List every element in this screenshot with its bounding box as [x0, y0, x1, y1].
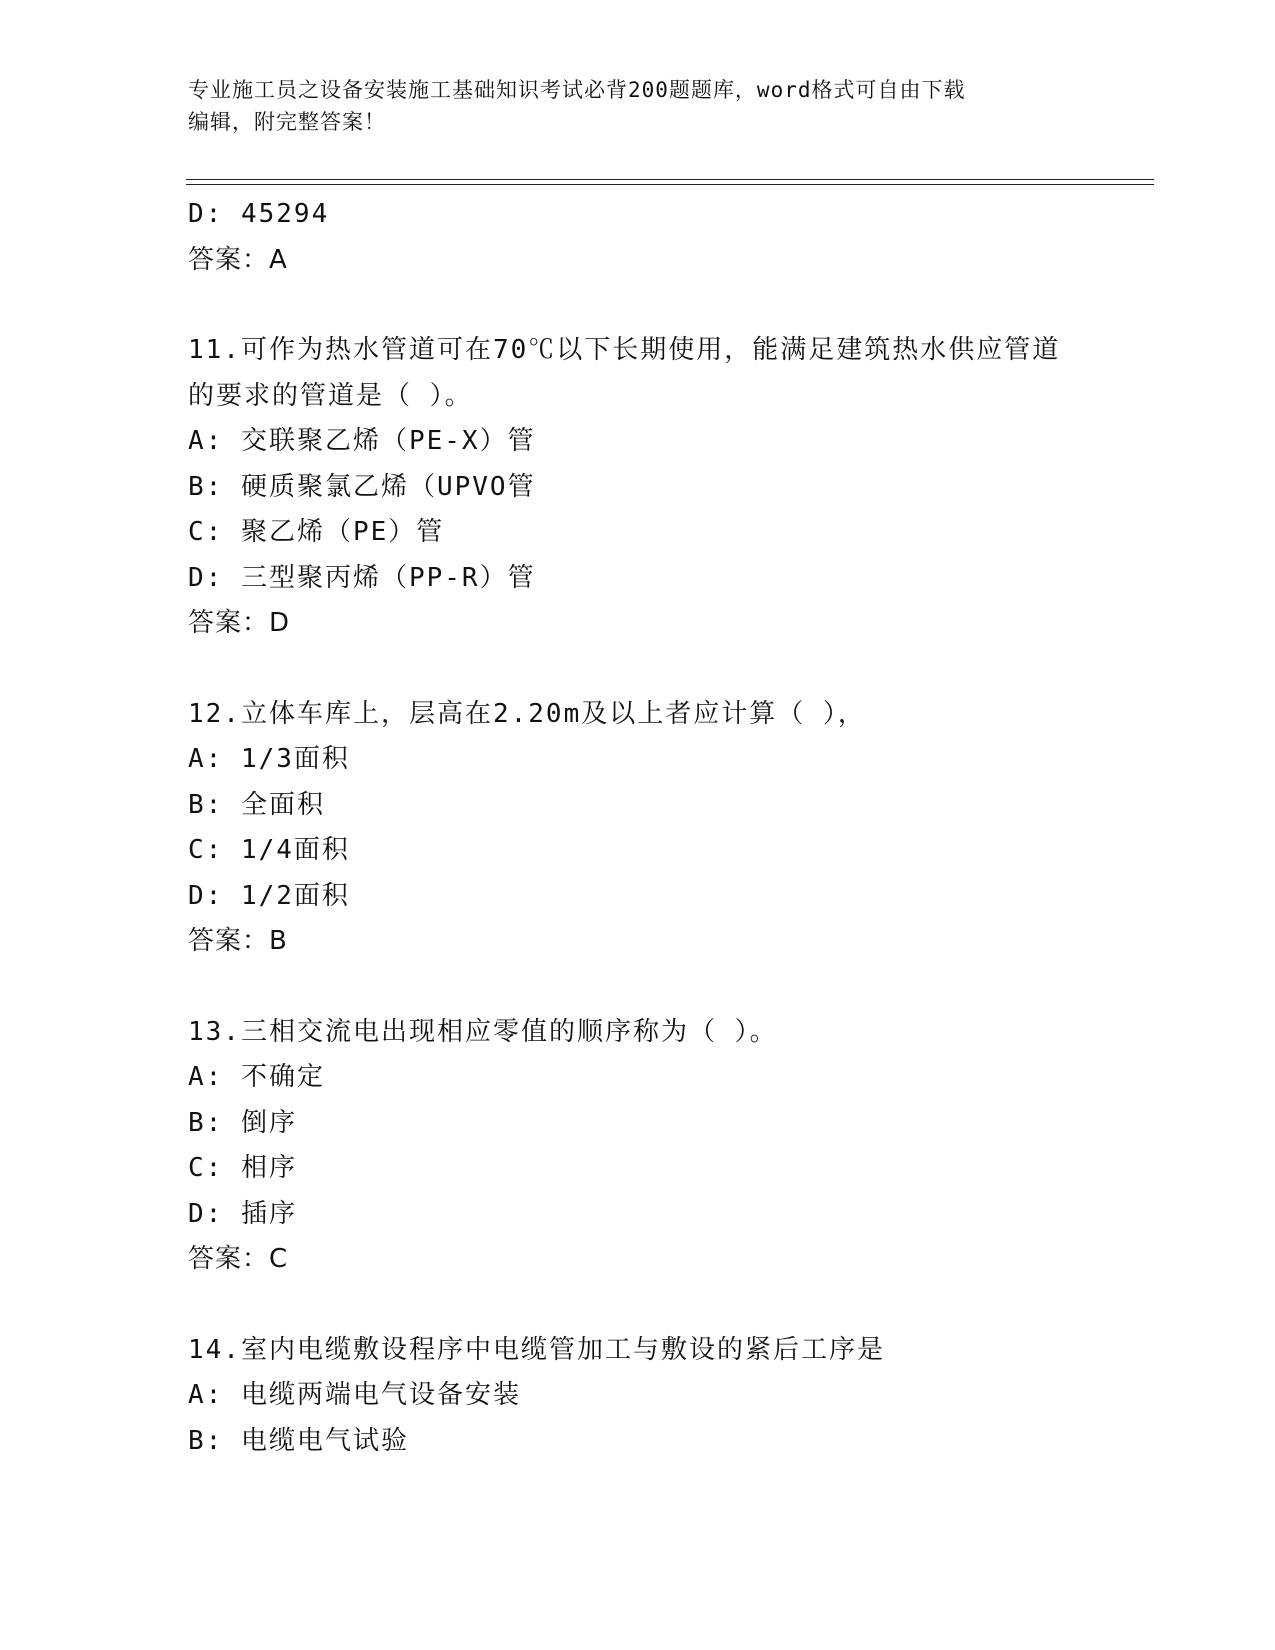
option-c: C: 相序 [188, 1153, 297, 1183]
prev-question-option-d: D: 45294 [188, 199, 330, 229]
question-stem-continued: 的要求的管道是（ ）。 [188, 380, 473, 411]
question-13 [188, 1010, 1088, 1283]
option-b: B: 电缆电气试验 [188, 1425, 409, 1456]
answer: 答案：B [188, 926, 288, 956]
question-stem: 11.可作为热水管道可在70℃以下长期使用，能满足建筑热水供应管道 [188, 335, 1061, 365]
spacer [188, 1283, 1088, 1328]
question-stem: 12.立体车库上，层高在2.20m及以上者应计算（ ）， [188, 698, 866, 729]
spacer [188, 647, 1088, 692]
question-stem: 13.三相交流电出现相应零值的顺序称为（ ）。 [188, 1016, 778, 1047]
option-a: A: 交联聚乙烯（PE-X）管 [188, 426, 536, 456]
spacer [188, 283, 1088, 328]
option-a: A: 1/3面积 [188, 744, 350, 774]
header-divider-top [186, 179, 1154, 180]
header-title-line-1: 专业施工员之设备安装施工基础知识考试必背200题题库，word格式可自由下载 [188, 78, 966, 102]
answer: 答案：C [188, 1244, 289, 1274]
question-12 [188, 692, 1088, 965]
option-d: D: 1/2面积 [188, 880, 350, 911]
option-d: D: 三型聚丙烯（PP-R）管 [188, 562, 536, 593]
answer: 答案：D [188, 608, 291, 638]
option-c: C: 1/4面积 [188, 835, 350, 865]
option-c: C: 聚乙烯（PE）管 [188, 517, 445, 547]
option-d: D: 插序 [188, 1198, 297, 1229]
header-divider-bottom [186, 184, 1154, 185]
option-b: B: 全面积 [188, 789, 325, 820]
header-title-line-2: 编辑，附完整答案！ [188, 110, 386, 134]
question-14 [188, 1328, 1088, 1465]
document-header [188, 74, 1068, 138]
question-list [188, 192, 1088, 1464]
spacer [188, 965, 1088, 1010]
option-b: B: 倒序 [188, 1107, 297, 1138]
question-stem: 14.室内电缆敷设程序中电缆管加工与敷设的紧后工序是 [188, 1334, 885, 1365]
option-a: A: 电缆两端电气设备安装 [188, 1380, 521, 1410]
prev-question-answer: 答案：A [188, 244, 288, 275]
option-b: B: 硬质聚氯乙烯（UPVO管 [188, 471, 536, 502]
option-a: A: 不确定 [188, 1062, 325, 1092]
question-11 [188, 328, 1088, 647]
